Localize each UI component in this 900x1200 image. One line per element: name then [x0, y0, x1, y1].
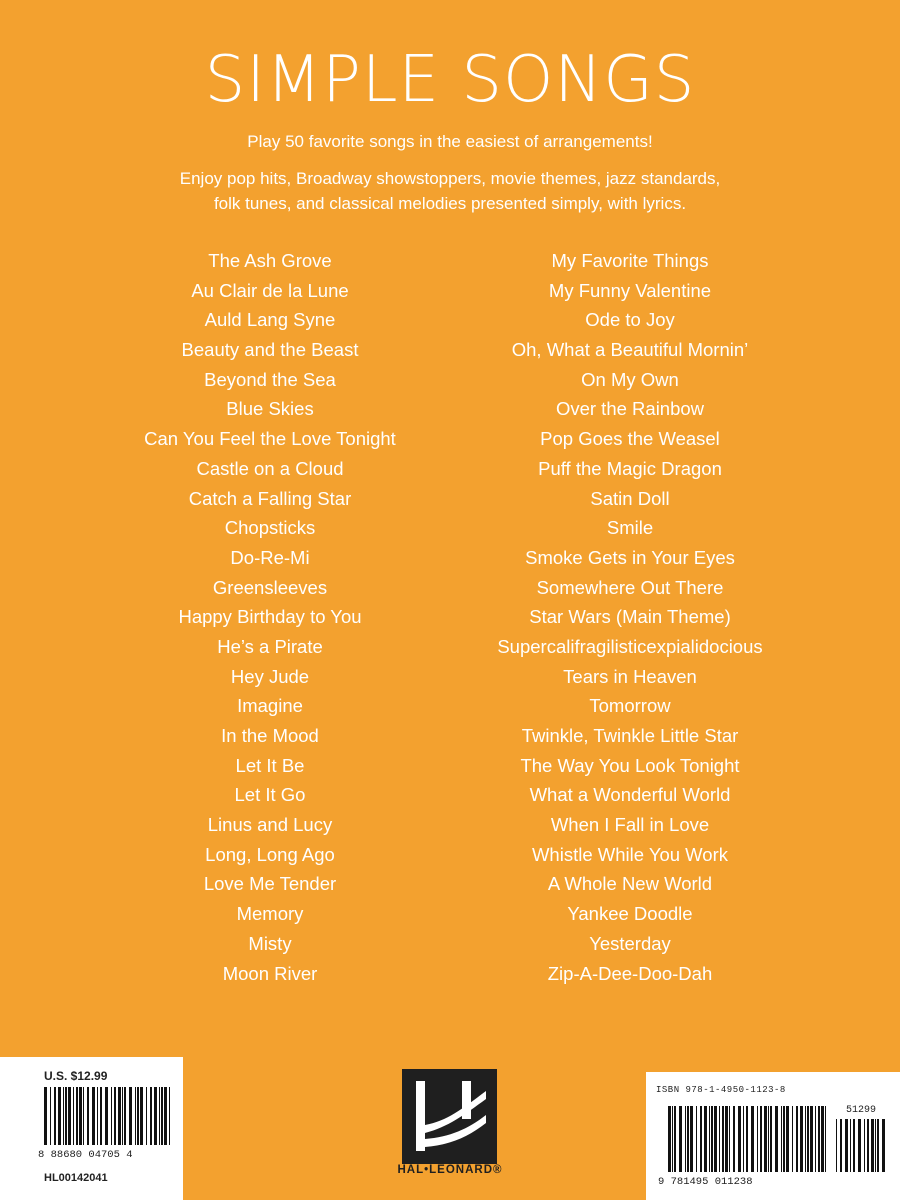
song-item: My Funny Valentine — [548, 279, 712, 301]
song-item: Beyond the Sea — [204, 368, 336, 390]
song-item: Misty — [248, 932, 292, 954]
song-item: Over the Rainbow — [555, 398, 705, 420]
price-label: U.S. $12.99 — [44, 1069, 108, 1083]
addon-barcode — [836, 1119, 886, 1172]
intro-line-1: Play 50 favorite songs in the easiest of arrangements! — [247, 132, 653, 151]
song-item: Linus and Lucy — [207, 814, 333, 836]
song-item: Smile — [606, 517, 654, 539]
song-item: Smoke Gets in Your Eyes — [525, 546, 735, 568]
song-item: Imagine — [237, 695, 303, 717]
song-item: Whistle While You Work — [531, 843, 729, 865]
song-item: Long, Long Ago — [205, 843, 335, 865]
song-item: The Way You Look Tonight — [520, 754, 740, 776]
song-item: Catch a Falling Star — [188, 487, 352, 509]
song-list-left — [80, 246, 460, 988]
song-item: Star Wars (Main Theme) — [529, 606, 731, 628]
song-item: Supercalifragilisticexpialidocious — [497, 635, 763, 657]
song-item: Let It Be — [235, 754, 305, 776]
song-item: Puff the Magic Dragon — [538, 457, 722, 479]
song-item: Happy Birthday to You — [178, 606, 362, 628]
song-item: Can You Feel the Love Tonight — [144, 428, 396, 450]
hl-code: HL00142041 — [44, 1172, 108, 1184]
isbn-label: ISBN 978-1-4950-1123-8 — [656, 1085, 786, 1095]
addon-digits: 51299 — [846, 1105, 877, 1116]
hal-leonard-logo-icon — [402, 1069, 497, 1164]
isbn-panel — [646, 1072, 900, 1200]
song-item: When I Fall in Love — [550, 814, 710, 836]
song-item: Greensleeves — [212, 576, 328, 598]
song-item: Auld Lang Syne — [204, 309, 336, 331]
upc-barcode — [44, 1087, 172, 1145]
song-item: Pop Goes the Weasel — [540, 428, 720, 450]
song-item: Memory — [236, 903, 304, 925]
song-item: Chopsticks — [224, 517, 316, 539]
song-item: Love Me Tender — [203, 873, 337, 895]
song-item: Yankee Doodle — [567, 903, 693, 925]
song-item: Au Clair de la Lune — [191, 279, 349, 301]
song-item: Ode to Joy — [585, 309, 675, 331]
song-item: Let It Go — [234, 784, 306, 806]
ean-barcode — [668, 1106, 828, 1172]
song-item: Hey Jude — [230, 665, 310, 687]
song-item: A Whole New World — [547, 873, 713, 895]
song-item: The Ash Grove — [208, 250, 332, 271]
song-item: Somewhere Out There — [536, 576, 724, 598]
song-item: He’s a Pirate — [217, 635, 323, 657]
song-item: Moon River — [222, 962, 318, 984]
song-item: Satin Doll — [590, 487, 670, 509]
song-item: Yesterday — [589, 932, 671, 954]
song-item: Twinkle, Twinkle Little Star — [521, 725, 739, 746]
publisher-name: HAL•LEONARD® — [397, 1164, 503, 1176]
song-item: Castle on a Cloud — [196, 457, 344, 479]
page-title: SIMPLE SONGS — [204, 43, 696, 117]
upc-panel — [0, 1057, 183, 1200]
song-item: In the Mood — [221, 725, 319, 746]
intro-line-2a: Enjoy pop hits, Broadway showstoppers, movie themes, jazz standards, — [179, 169, 721, 188]
song-item: Tomorrow — [589, 695, 671, 717]
song-item: My Favorite Things — [551, 250, 709, 271]
song-item: Zip-A-Dee-Doo-Dah — [547, 962, 713, 984]
ean-digits: 9 781495 011238 — [658, 1176, 753, 1188]
song-item: On My Own — [581, 368, 679, 390]
song-item: Blue Skies — [226, 398, 314, 420]
song-item: Tears in Heaven — [563, 665, 697, 687]
song-item: What a Wonderful World — [529, 784, 731, 806]
intro-line-2 — [100, 166, 800, 216]
intro-line-2b: folk tunes, and classical melodies presented simply, with lyrics. — [213, 194, 687, 213]
song-item: Do-Re-Mi — [230, 546, 310, 568]
song-item: Oh, What a Beautiful Mornin’ — [511, 339, 749, 361]
song-list-right — [440, 246, 820, 988]
upc-digits: 8 88680 04705 4 — [38, 1149, 133, 1161]
song-item: Beauty and the Beast — [181, 339, 359, 361]
